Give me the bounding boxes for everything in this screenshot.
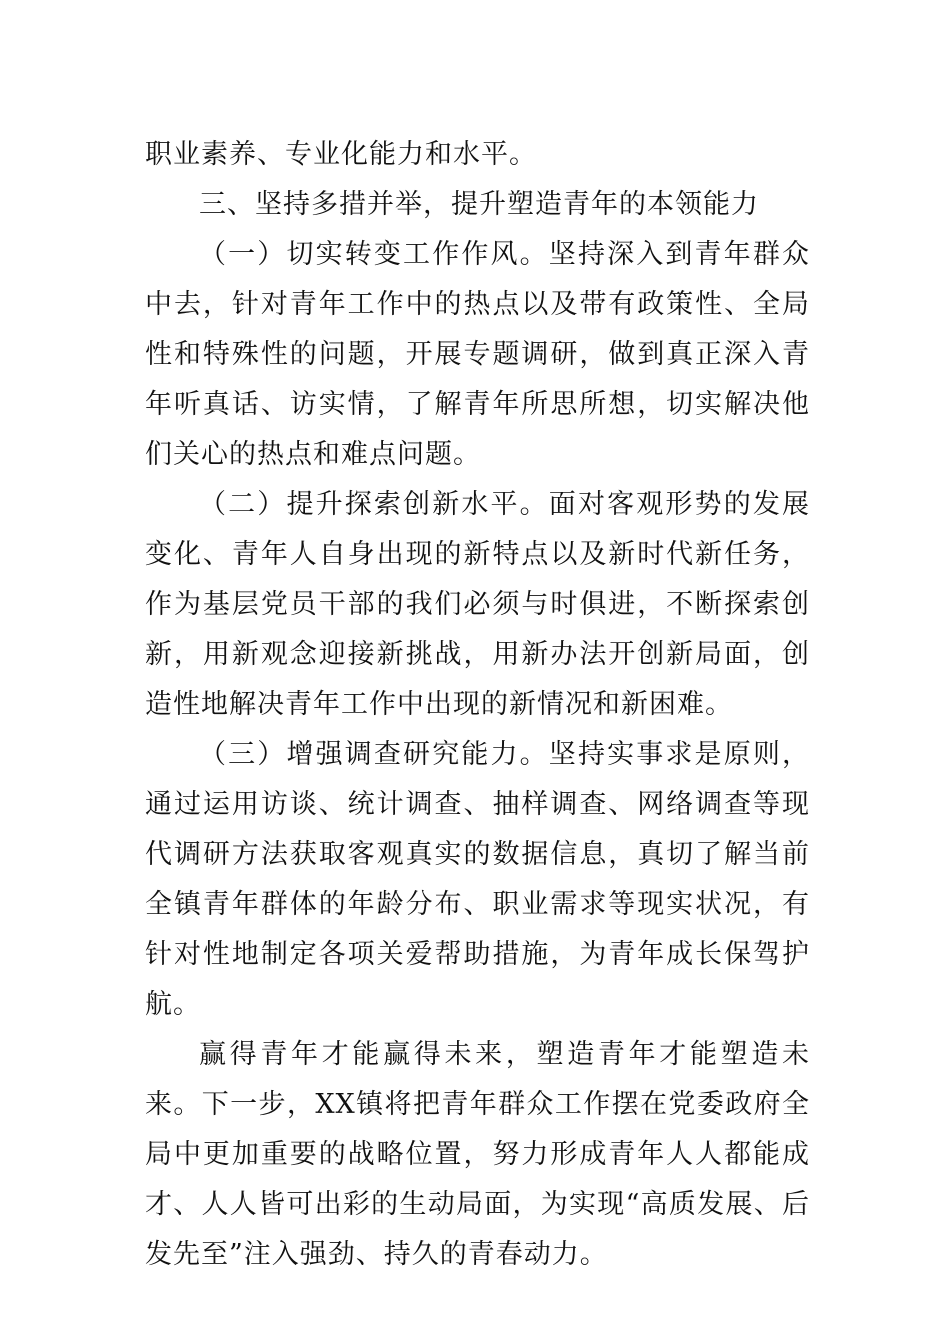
section-heading: 三、坚持多措并举，提升塑造青年的本领能力 (199, 189, 759, 220)
paragraph-item-2: （二）提升探索创新水平。面对客观形势的发展变化、青年人自身出现的新特点以及新时代新任务，作为基层党员干部的我们必须与时俱进，不断探索创新，用新观念迎接新挑战，用新办法开创新局面，创造性地解决青年工作中出现的新情况和新困难。 (145, 489, 810, 720)
body-text (145, 130, 810, 1280)
paragraph-item-1: （一）切实转变工作作风。坚持深入到青年群众中去，针对青年工作中的热点以及带有政策性、全局性和特殊性的问题，开展专题调研，做到真正深入青年听真话、访实情，了解青年所思所想，切实解决他们关心的热点和难点问题。 (145, 239, 810, 470)
paragraph-conclusion: 赢得青年才能赢得未来，塑造青年才能塑造未来。下一步，XX镇将把青年群众工作摆在党委政府全局中更加重要的战略位置，努力形成青年人人都能成才、人人皆可出彩的生动局面，为实现“高质发展、后发先至”注入强劲、持久的青春动力。 (145, 1039, 810, 1270)
paragraph-continuation: 职业素养、专业化能力和水平。 (145, 139, 537, 170)
paragraph-item-3: （三）增强调查研究能力。坚持实事求是原则，通过运用访谈、统计调查、抽样调查、网络调查等现代调研方法获取客观真实的数据信息，真切了解当前全镇青年群体的年龄分布、职业需求等现实状况，有针对性地制定各项关爱帮助措施，为青年成长保驾护航。 (145, 739, 810, 1020)
